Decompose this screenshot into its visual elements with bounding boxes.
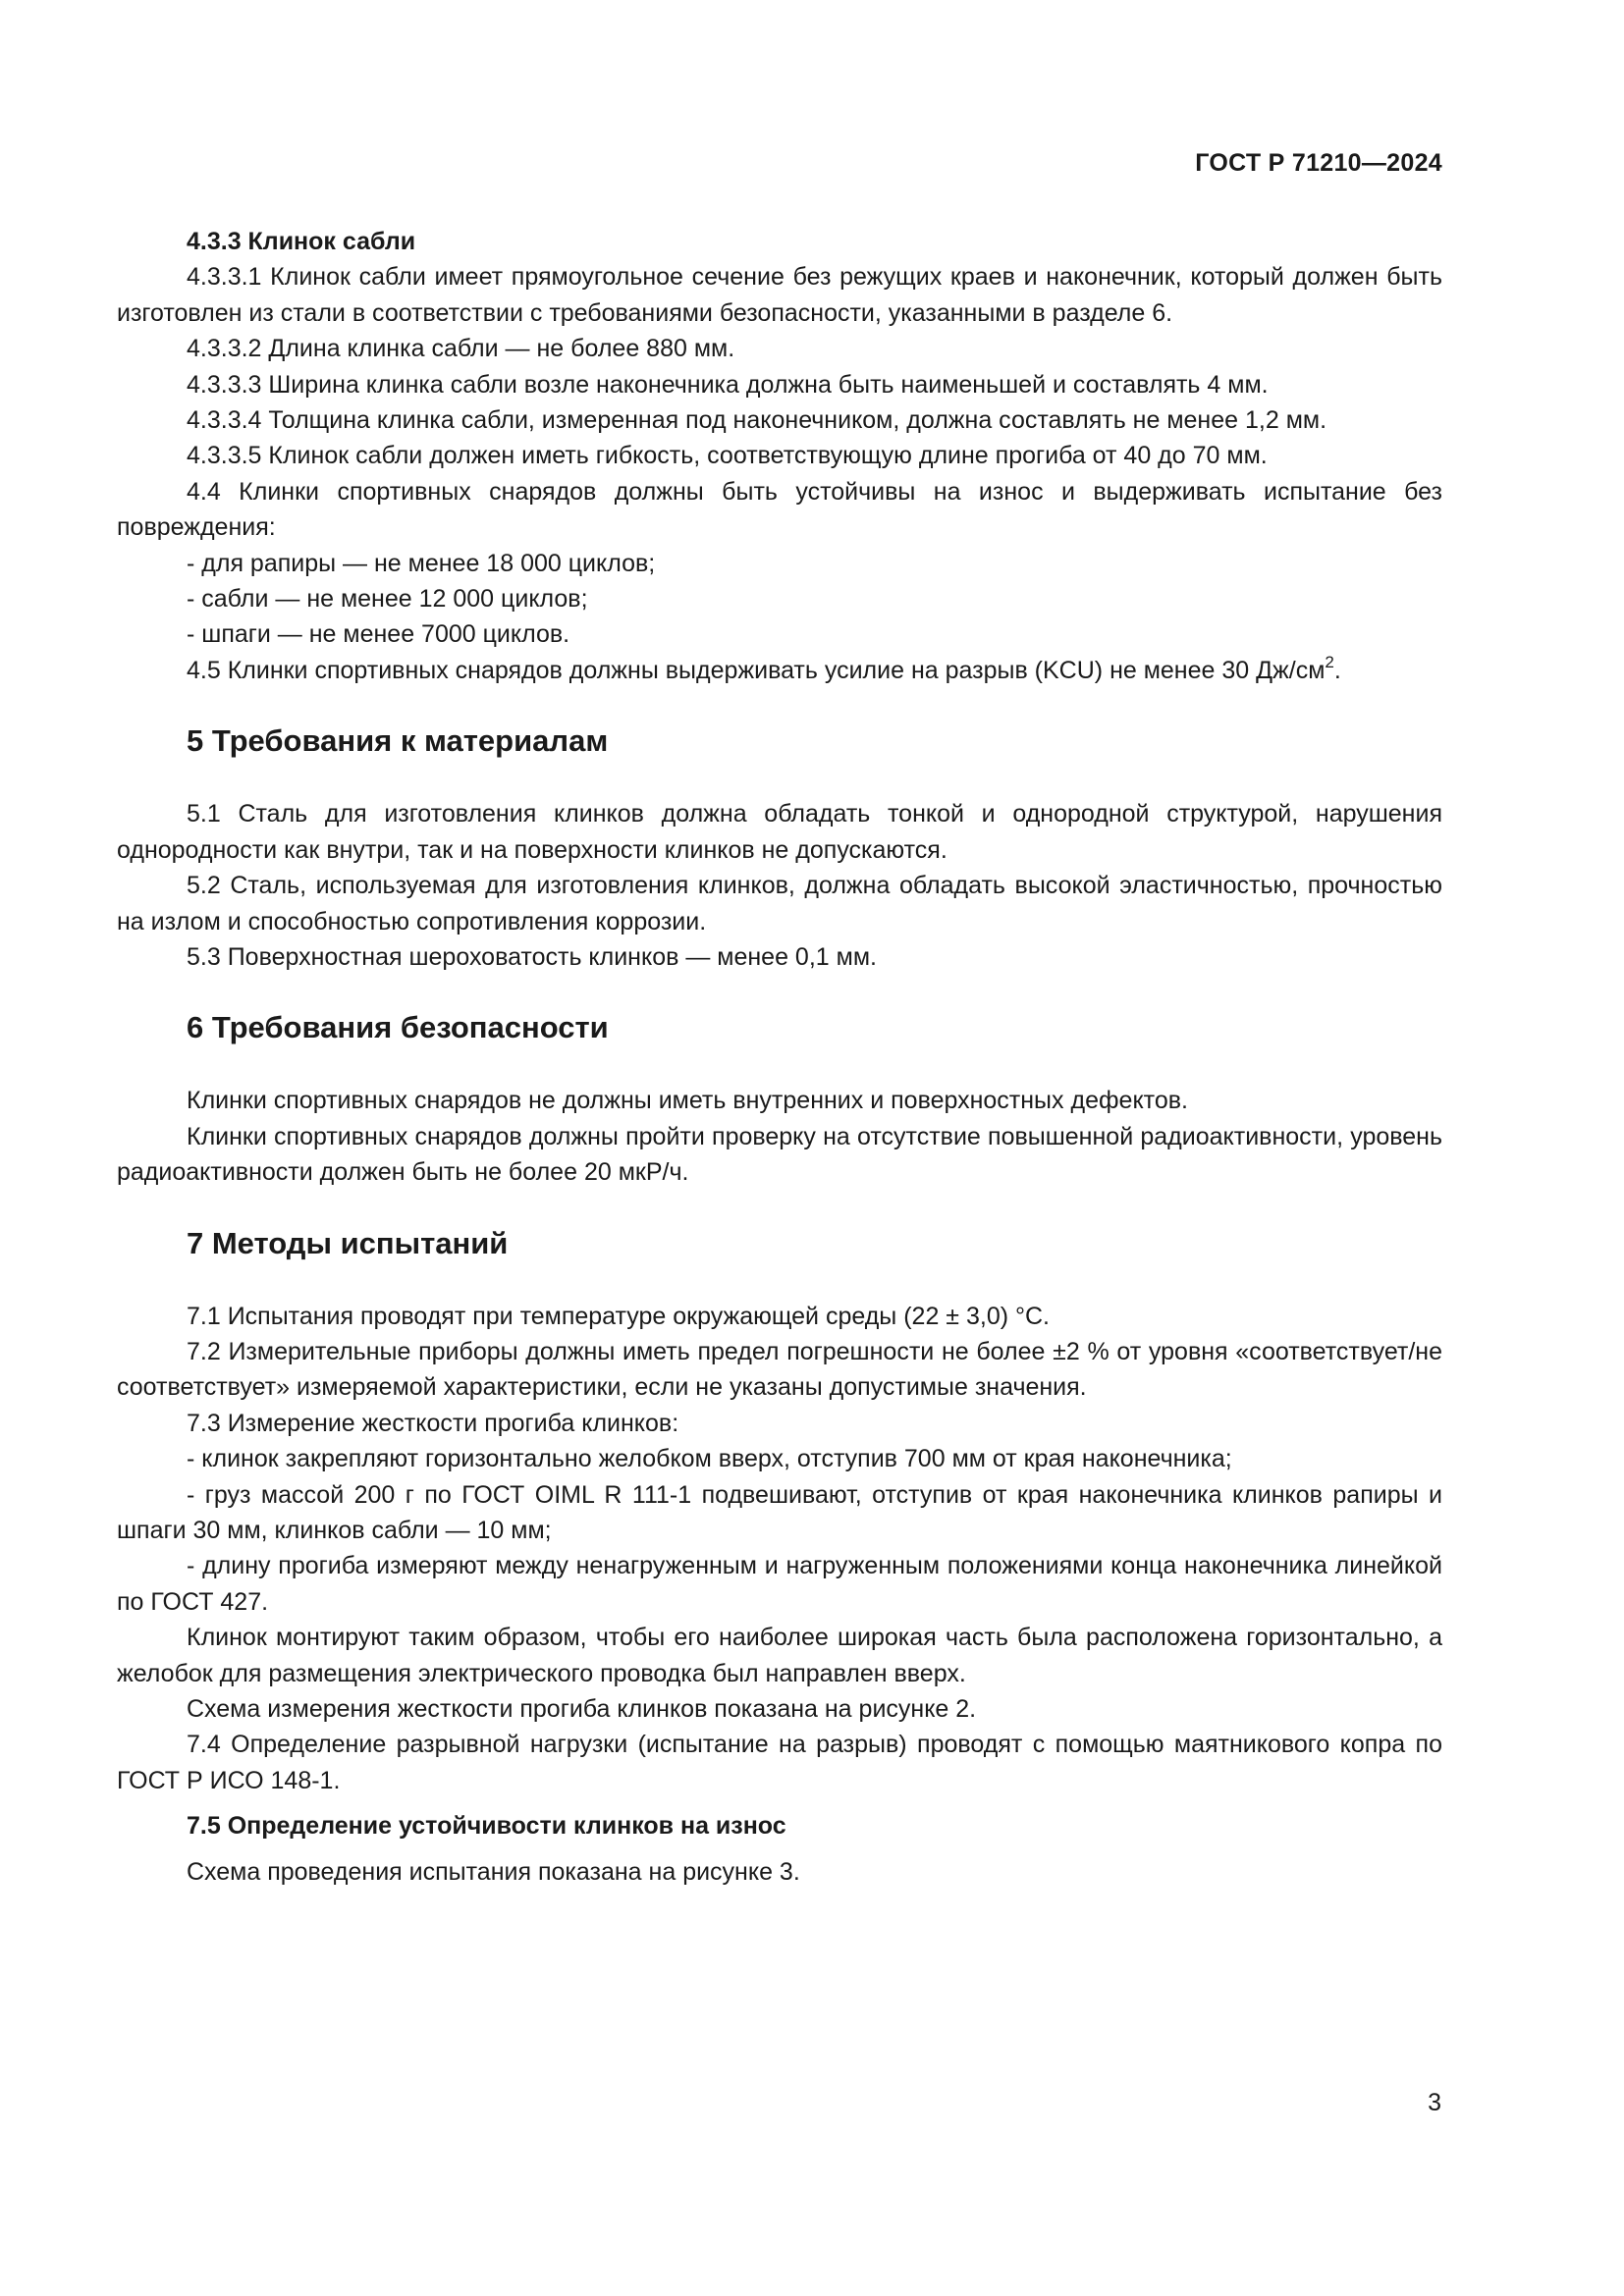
paragraph-5-3: 5.3 Поверхностная шероховатость клинков — менее 0,1 мм. bbox=[187, 942, 877, 971]
page-number: 3 bbox=[1428, 2089, 1441, 2116]
paragraph-5-2: 5.2 Сталь, используемая для изготовления клинков, должна обладать высокой эластичностью, прочностью на излом и способностью сопротивления коррозии. bbox=[117, 872, 1442, 935]
paragraph-5-1: 5.1 Сталь для изготовления клинков должна обладать тонкой и однородной структурой, нарушения однородности как внутри, так и на поверхности клинков не допускаются. bbox=[117, 800, 1442, 864]
paragraph-4-3-3-2: 4.3.3.2 Длина клинка сабли — не более 880 мм. bbox=[187, 335, 735, 363]
paragraph-6-2: Клинки спортивных снарядов должны пройти проверку на отсутствие повышенной радиоактивности, уровень радиоактивности должен быть не более 20 мкР/ч. bbox=[117, 1122, 1442, 1187]
paragraph-4-5-text: 4.5 Клинки спортивных снарядов должны выдерживать усилие на разрыв (KCU) не менее 30 Дж/см bbox=[187, 656, 1326, 684]
section-title-6: 6 Требования безопасности bbox=[187, 1010, 609, 1045]
paragraph-7-5-1: Схема проведения испытания показана на рисунке 3. bbox=[187, 1857, 800, 1886]
paragraph-4-3-3-3: 4.3.3.3 Ширина клинка сабли возле наконечника должна быть наименьшей и составлять 4 мм. bbox=[187, 370, 1269, 399]
subsection-title-4-3-3: 4.3.3 Клинок сабли bbox=[187, 228, 416, 255]
paragraph-7-3: 7.3 Измерение жесткости прогиба клинков: bbox=[187, 1409, 679, 1437]
superscript: 2 bbox=[1325, 652, 1334, 671]
paragraph-figure-2-ref: Схема измерения жесткости прогиба клинков показана на рисунке 2. bbox=[187, 1695, 977, 1723]
section-title-7: 7 Методы испытаний bbox=[187, 1225, 509, 1260]
paragraph-4-3-3-5: 4.3.3.5 Клинок сабли должен иметь гибкость, соответствующую длине прогиба от 40 до 70 мм. bbox=[187, 442, 1268, 470]
document-body bbox=[117, 224, 1442, 1890]
paragraph-7-4: 7.4 Определение разрывной нагрузки (испытание на разрыв) проводят с помощью маятникового копра по ГОСТ Р ИСО 148-1. bbox=[117, 1731, 1442, 1794]
paragraph-4-5-tail: . bbox=[1333, 656, 1341, 684]
list-item: - шпаги — не менее 7000 циклов. bbox=[187, 620, 570, 649]
paragraph-7-2: 7.2 Измерительные приборы должны иметь предел погрешности не более ±2 % от уровня «соответствует/не соответствует» измеряемой характеристики, если не указаны допустимые значения. bbox=[117, 1337, 1442, 1402]
list-item: - для рапиры — не менее 18 000 циклов; bbox=[187, 549, 656, 577]
paragraph-4-4: 4.4 Клинки спортивных снарядов должны быть устойчивы на износ и выдерживать испытание без повреждения: bbox=[117, 477, 1442, 542]
paragraph-4-3-3-1: 4.3.3.1 Клинок сабли имеет прямоугольное сечение без режущих краев и наконечник, который должен быть изготовлен из стали в соответствии с требованиями безопасности, указанными в разделе 6. bbox=[117, 263, 1442, 327]
subsection-title-7-5: 7.5 Определение устойчивости клинков на износ bbox=[187, 1812, 786, 1841]
paragraph-7-3-note: Клинок монтируют таким образом, чтобы его наиболее широкая часть была расположена горизонтально, а желобок для размещения электрического проводка был направлен вверх. bbox=[117, 1624, 1442, 1687]
document-header-id: ГОСТ Р 71210—2024 bbox=[1195, 149, 1442, 177]
list-item: - груз массой 200 г по ГОСТ OIML R 111-1 подвешивают, отступив от края наконечника клинков рапиры и шпаги 30 мм, клинков сабли — 10 мм; bbox=[117, 1480, 1442, 1544]
paragraph-7-1: 7.1 Испытания проводят при температуре окружающей среды (22 ± 3,0) °С. bbox=[187, 1302, 1050, 1330]
section-title-5: 5 Требования к материалам bbox=[187, 723, 609, 759]
list-item: - длину прогиба измеряют между ненагруженным и нагруженным положениями конца наконечника линейкой по ГОСТ 427. bbox=[117, 1552, 1442, 1616]
paragraph-4-5 bbox=[117, 653, 1442, 688]
paragraph-6-1: Клинки спортивных снарядов не должны иметь внутренних и поверхностных дефектов. bbox=[187, 1087, 1188, 1115]
list-item: - сабли — не менее 12 000 циклов; bbox=[187, 585, 588, 614]
list-item: - клинок закрепляют горизонтально желобком вверх, отступив 700 мм от края наконечника; bbox=[187, 1445, 1232, 1473]
paragraph-4-3-3-4: 4.3.3.4 Толщина клинка сабли, измеренная под наконечником, должна составлять не менее 1,2 мм. bbox=[187, 406, 1327, 435]
